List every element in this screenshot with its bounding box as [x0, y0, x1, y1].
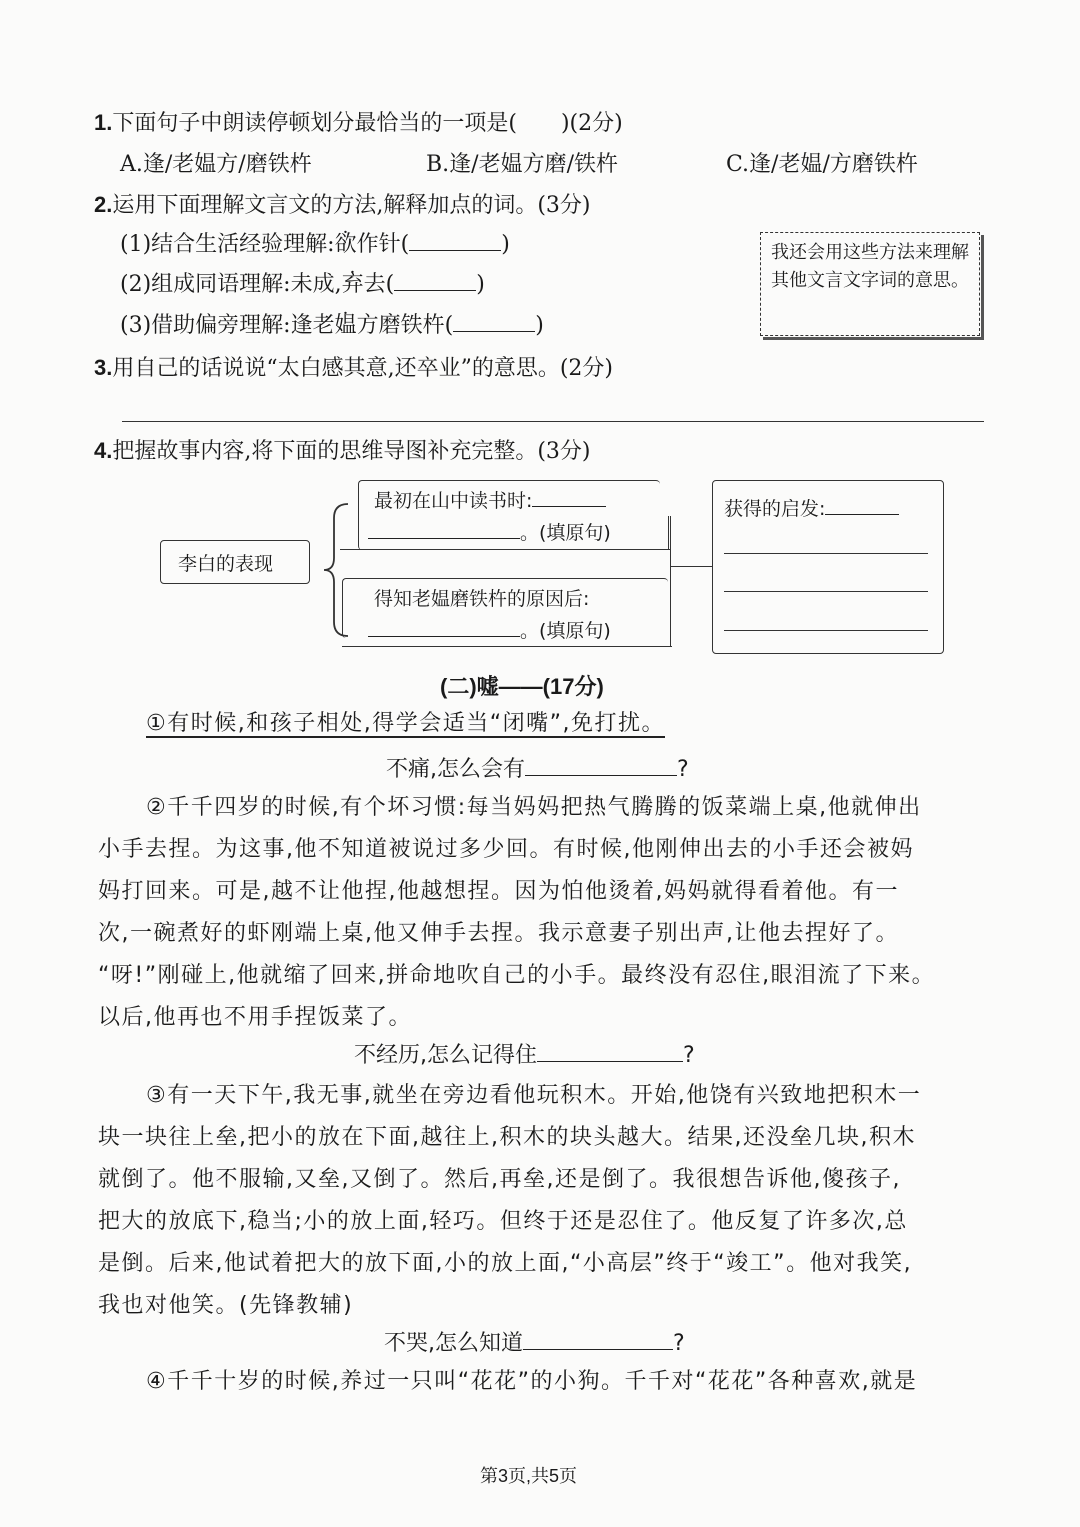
item-suffix: 去( [363, 272, 395, 297]
fill-note: 。(填原句) [520, 522, 611, 544]
question-text: 下面句子中朗读停顿划分最恰当的一项是( )(2分) [112, 111, 623, 136]
paragraph-3-line-4: 把大的放底下,稳当;小的放上面,轻巧。但终于还是忍住了。他反复了许多次,总 [98, 1209, 908, 1234]
q2-item-2 [120, 270, 485, 300]
paragraph-2-line-4: 次,一碗煮好的虾刚端上桌,他又伸手去捏。我示意妻子别出声,让他去捏好了。 [98, 921, 899, 946]
item-suffix: 作针( [356, 232, 410, 257]
item-suffix: 方磨铁杵( [356, 313, 454, 338]
answer-line[interactable] [122, 421, 984, 422]
answer-blank[interactable] [453, 331, 535, 332]
branch2-label: 得知老媪磨铁杵的原因后: [374, 588, 590, 610]
option-c[interactable]: C.逢/老媪/方磨铁杵 [726, 152, 918, 177]
answer-line[interactable] [724, 591, 928, 592]
right-label [724, 494, 899, 521]
paragraph-2-line-2: 小手去捏。为这事,他不知道被说过多少回。有时候,他刚伸出去的小手还会被妈 [98, 837, 914, 862]
paragraph-2-line-3: 妈打回来。可是,越不让他捏,他越想捏。因为怕他烫着,妈妈就得看着他。有一 [98, 879, 899, 904]
answer-line[interactable] [724, 630, 928, 631]
branch1-underline [340, 548, 670, 550]
close-paren: ) [476, 272, 485, 297]
dotted-word: 媪 [334, 313, 357, 338]
item-prefix: (1)结合生活经验理解: [120, 232, 335, 257]
connector-line [670, 566, 712, 567]
paragraph-1 [146, 702, 665, 746]
close-paren: ) [535, 313, 544, 338]
paragraph-3-line-2: 块一块往上垒,把小的放在下面,越往上,积木的块头越大。结果,还没垒几块,积木 [98, 1125, 916, 1150]
question-number: 4. [94, 438, 113, 463]
paragraph-1-text: ①有时候,和孩子相处,得学会适当“闭嘴”,免打扰。 [146, 711, 665, 736]
heading-text: 不哭,怎么知道 [384, 1331, 523, 1356]
question-mark: ? [677, 757, 689, 782]
heading-3 [384, 1326, 685, 1357]
option-b[interactable]: B.逢/老媪方磨/铁杵 [426, 152, 618, 177]
right-label-text: 获得的启发: [724, 498, 826, 520]
answer-blank[interactable] [537, 1061, 683, 1062]
heading-text: 不经历,怎么记得住 [354, 1043, 537, 1068]
branch1-text: 最初在山中读书时: [374, 490, 533, 512]
question-text: 运用下面理解文言文的方法,解释加点的词。(3分) [112, 193, 591, 218]
mindmap-center-label: 李白的表现 [178, 553, 274, 575]
question-4 [94, 436, 591, 467]
branch2-underline [342, 646, 672, 647]
answer-blank[interactable] [409, 250, 501, 251]
answer-blank[interactable] [525, 775, 677, 776]
heading-1 [386, 752, 689, 783]
question-1 [94, 108, 623, 139]
q2-item-3 [120, 311, 544, 341]
question-mark: ? [683, 1043, 695, 1068]
answer-blank[interactable] [523, 1349, 673, 1350]
connector-vertical [670, 516, 671, 646]
paragraph-3-line-1: ③有一天下午,我无事,就坐在旁边看他玩积木。开始,他饶有兴致地把积木一 [146, 1083, 922, 1108]
branch1-right-edge [668, 516, 669, 550]
page-footer: 第3页,共5页 [480, 1466, 578, 1486]
branch2-fill [368, 616, 611, 643]
question-text: 把握故事内容,将下面的思维导图补充完整。(3分) [112, 439, 591, 464]
section-title: (二)嘘——(17分) [440, 674, 604, 699]
fill-note: 。(填原句) [520, 620, 611, 642]
question-3 [94, 353, 613, 384]
paragraph-2-line-5: “呀!”刚碰上,他就缩了回来,拼命地吹自己的小手。最终没有忍住,眼泪流了下来。 [98, 963, 936, 988]
question-number: 1. [94, 110, 113, 135]
paragraph-4-line-1: ④千千十岁的时候,养过一只叫“花花”的小狗。千千对“花花”各种喜欢,就是 [146, 1369, 918, 1394]
heading-2 [354, 1038, 695, 1069]
paragraph-3-line-3: 就倒了。他不服输,又垒,又倒了。然后,再垒,还是倒了。我很想告诉他,傻孩子, [98, 1167, 901, 1192]
item-prefix: (3)借助偏旁理解:逢老 [120, 313, 335, 338]
paragraph-2-line-1: ②千千四岁的时候,有个坏习惯:每当妈妈把热气腾腾的饭菜端上桌,他就伸出 [146, 795, 922, 820]
question-2 [94, 190, 591, 221]
branch1-fill [368, 518, 611, 545]
paragraph-3-line-6: 我也对他笑。(先锋教辅) [98, 1293, 354, 1318]
answer-blank[interactable] [394, 290, 476, 291]
dotted-word: 弃 [341, 272, 364, 297]
q2-item-1 [120, 230, 510, 260]
question-text: 用自己的话说说“太白感其意,还卒业”的意思。(2分) [112, 356, 614, 381]
paragraph-2-line-6: 以后,他再也不用手捏饭菜了。 [98, 1005, 412, 1030]
question-mark: ? [673, 1331, 685, 1356]
answer-blank[interactable] [825, 514, 899, 515]
paragraph-3-line-5: 是倒。后来,他试着把大的放下面,小的放上面,“小高层”终于“竣工”。他对我笑, [98, 1251, 913, 1276]
answer-blank[interactable] [532, 506, 606, 507]
close-paren: ) [501, 232, 510, 257]
option-a[interactable]: A.逢/老媪方/磨铁杵 [120, 152, 312, 177]
answer-blank[interactable] [368, 636, 520, 637]
question-number: 3. [94, 355, 113, 380]
tip-box: 我还会用这些方法来理解其他文言文字词的意思。 [760, 232, 980, 336]
answer-line[interactable] [724, 553, 928, 554]
branch1-label [374, 486, 606, 513]
answer-blank[interactable] [368, 538, 520, 539]
item-prefix: (2)组成同语理解:未成, [120, 272, 342, 297]
heading-text: 不痛,怎么会有 [386, 757, 525, 782]
dotted-word: 欲 [334, 232, 357, 257]
question-number: 2. [94, 192, 113, 217]
